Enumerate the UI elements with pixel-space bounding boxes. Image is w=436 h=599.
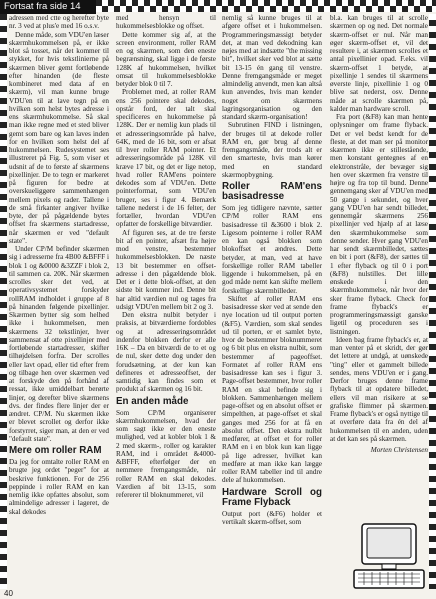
paragraph: Da jeg for omtalte roller RAM en brugte jeg ordet "peger" for at beskrive funktionen. For de 256 peppinde i roller RAM en kan nemlig ikke opfattes absolut, som almindelige adresser i lageret, de skal dekodes — [9, 458, 109, 516]
section-heading: En anden måde — [116, 395, 189, 407]
paragraph: Dette kommer sig af, at the screen environment, roller RAM en og skærmen, som den eneste begrænsning, skal ligge i de første 128K af hukommelsen, hvilket omsat til hukommelsesblokke betyder blok 0 til 7. — [116, 30, 216, 88]
paragraph: Ideen bag frame flyback's er, at man venter på et skridt, der gør det lettere at undgå, at uønskede "ting" eller et gammelt billede sendes, mens VDU'en er i gang. Derfor bruges denne frame flyback til at opdatere billedet, ellers vil man risikere at se grafiske flimmer på skærmen. Frame flyback's er også nyttige til at overføre data fra én del af hukommelsen til en anden, uden at det kan ses på skærmen. — [330, 335, 428, 443]
column-4 — [330, 14, 428, 454]
paragraph: med hensyn til hukommelsesblokke og offset. — [116, 14, 216, 31]
paragraph: Under CP/M befinder skærmen sig i adresserne fra 4B00 &BFFF i blok 1 og &0000 &3ZZF i blok 2, til sammen ca. 20K. Når skærmen scrolles sker det ved, at operativsystemet forskyder rollRAM indholdet i gruppe af 8 på hinanden følgende pixellinjer. Skærmen bytter sig som helhed ikke i hukommelsen, men skærmens 32 tekstlinjer, hver sammensat af otte pixellinjer med fortløbende startadresser, skifter tilhøjdelsen forfra. Der scrolles eller lavt opad, eller tid efter frem og tilbage hen over skærmen ved at forskyde den på forhånd af ressat, ikke umiddelbart berørte linjer, og derefter blive skærmens dvs. der findes flere linjer der er ændret. CP/M. Nu skærmen ikke er blevet scrollet og derfor ikke forstyrret, siger man, at den er ved "default state". — [9, 245, 109, 443]
paragraph: bl.a. kan bruges til at scrolle skærmen op og ned. Det normale skærm-offset er nul. Når man øger skærm-offset et, vil det resultere i, at skærmen scrolles et antal pixellinier opad. F.eks. vil skærm-offset 1 betyde, at pixellinje 1 sendes til skærmens øverste linje, pixellinie 1 og 0 blive sat nederst, osv. Denne måde at scrolle skærmen på, kalder man hardware scroll. — [330, 14, 428, 113]
paragraph: Denne måde, som VDU'en læser skærmhukommelsen på, er ikke blot så tosset, når det kommer til stykket, for hvis tekstlinierne på skærmen bliver gemt fortløbende efter hinanden (de fleste kombineret med data af en skærm), vil man kunne bruge VDU'en til at lave tegn på en hvilken som helst bytes adresse i ens skærmhukommelse. Så skal man ikke regne med et sted bliver gemt som bare og kan laves inden for en hvilken som helst del af hukommelsen. Rudesystemet ses illustreret på Fig. 5, som viser et udsnit af de to første af skærmens pixellinjer. De to tegn er markeret på figuren for bedre at overskueliggøre sammenhængen mellem pixels og rader. Tallene i de små firkanter angiver hvilke byte, der på pågældende bytes offset fra skærmens startadresse, når skærmen er ved "default state". — [9, 30, 109, 245]
paragraph: nemlig så kunne bruges til at afgøre offset et i hukommelsen. Programmeringsmæssigt betyder det, at man ved dekodning kan nøjes med at indsætte "the missing bit", hvilket sker ved blot at sætte bit 13-15 én gang til venstre. Denne fremgangsmåde er meget almindelig anvendt, men kan altså kun anvendes, hvis man kender noget om skærmens lagringsorganisation og den standard skærm-organisation! — [222, 14, 322, 121]
paragraph: adressen med ctte og herefter byte nr. 3 ved at plus'e med 16 o.s.v. — [9, 14, 109, 31]
right-checker-border — [429, 14, 436, 589]
section-heading: Roller RAM'ens basisadresse — [222, 181, 322, 202]
paragraph: Den ekstra nulbit betyder i praksis, at bitværdierne fordobles og at adresseringsområdet indenfor blokken derfor er alle 16K – Da en bitværdi de to et og de nul, sker dette dog under den forudsætning, at der kun kan defineres et adresseoffset, der samtidig kan findes som et produkt af skærmen og 16 bit. — [116, 311, 216, 394]
paragraph: Som CP/M organiserer skærmhukommelsen, hvad der som sagt ikke er den eneste mulighed, ved at kobler blok 1 & 2 med skærm-, roller og karakter RAM, ind i området &4000-&BFFF, efterfølger der en nemmere fremgangsmåde, når roller RAM en skal dekodes. Værdien af bit 13-15, som refererer til bloknummeret, vil — [116, 408, 216, 499]
paragraph: Output port (&F6) holder et vertikalt skærm-offset, som — [222, 509, 322, 526]
paragraph: Fra port (&F8) kan man hente oplysninger om frame flyback. Det er vel bedst kendt for de fleste, at det man ser på monitor skærmen ikke er stillestående, men konstant gentegnes af en elektronstråle, der bevæger sig hen over skærmen fra venstre til højre og fra top til bund. Denne gennemgang sker af VDU'en med 50 gange i sekundet, og hver gang VDU'en har sendt billedet, gennemgår skærmens 256 pixellinjer ved hjælp af at læse den skærmhukommelse som denne sender. Hver gang VDU'en har sendt skærmbilledet, sættes en bit i port (&F8), der sættes til 1 efter flyback og til 0 i port (&F8) nulstilles. Det lille ønskede i den skærmhukommelse, når hvor der sker frame flyback. Check for frame flyback's er programmeringsmæssigt ganske ligetil og proceduren ses i listningen. — [330, 113, 428, 336]
continued-header: Fortsat fra side 14 — [0, 0, 96, 14]
paragraph: Som jeg tidligere nævnte, sætter CP/M roller RAM ens basisadresse til &3600 i blok 2. Ligesom pointerne i roller RAM en kan også blokken som blokoffset et ændres. Dette betyder, at man, ved at have forskellige roller RAM tabeller liggende i hukommelsen, på en god måde nemt kan skifte mellem forskellige skærmbilleder. — [222, 204, 322, 295]
column-1 — [9, 14, 109, 516]
column-2 — [116, 14, 216, 499]
column-3 — [222, 14, 322, 526]
author-byline: Morten Christensen — [370, 446, 428, 454]
page-number: 40 — [4, 589, 13, 598]
computer-illustration-icon — [352, 522, 426, 592]
paragraph: Skiftet af roller RAM ens basisadresse sker ved at sende den nye location ud til output porten (&F5). Værdien, som skal sendes ud til porten, er et samlet byte, hvor de bestemmer bloknummeret og 6 bit plus en ekstra nulbit, som bestemmer af pageoffset. Formatet af roller RAM ens basisadresse kan ses i figur 3. Page-offset bestemmer, hvor roller RAM en skal befinde sig i blokken. Sammenhængen mellem page-offset og en absolut offset er simpelthen, at page-offset et skal ganges med 256 for at få en absolut offset. Den ekstra nulbit medfører, at offset et for roller RAM en i en blok kun kan ligge på lige adresser, hvilket kan medføre at man ikke kan lægge roller RAM tabeller ind til andre dele af hukommelsen. — [222, 294, 322, 485]
paragraph: Af figuren ses, at de tre første bit af en pointer, afsæt fra højre mod venstre, bestemmer hukommelsesblokken. De næste 13 bit bestemmer en offset-adresse i den pågældende blok. Det er i dette blok-offset, at den sidste bit kommer ind. Denne bit har altid værdien nul og tages fra udsigt VDU'en mellem bit 2 og 3. — [116, 228, 216, 311]
section-heading: Hardware Scroll og Frame Flyback — [222, 486, 322, 508]
section-heading: Mere om roller RAM — [9, 445, 102, 456]
paragraph: Subrutinen FIND i listningen, der bruges til at dekode roller RAM en, gør brug af denne fremgangsmåde, der trods alt er den smarteste, hvis man kører med en standard skærmopbygning. — [222, 121, 322, 179]
left-checker-border — [0, 14, 7, 589]
paragraph: Problemet med, at roller RAM ens 256 pointere skal dekodes, opstår ford, der talt skal specificeres en hukommelse på 128K. Der er nemlig kun plads til et adresseringsområde på halve, 64K, med de 16 bit, som er afsat til hver roller RAM pointer. Et adresseringsområde på 128K vil kræve 17 bit, og det er lige netop, hvad roller RAM'ens pointere dekodes som af VDU'en. Dette pointerformat, som VDU'en bruger, ses i figur 4. Bemærk tallene nederst i de 16 felter, der fortæller, hvordan VDU'en opfatter de forskellige bitværdier. — [116, 88, 216, 229]
